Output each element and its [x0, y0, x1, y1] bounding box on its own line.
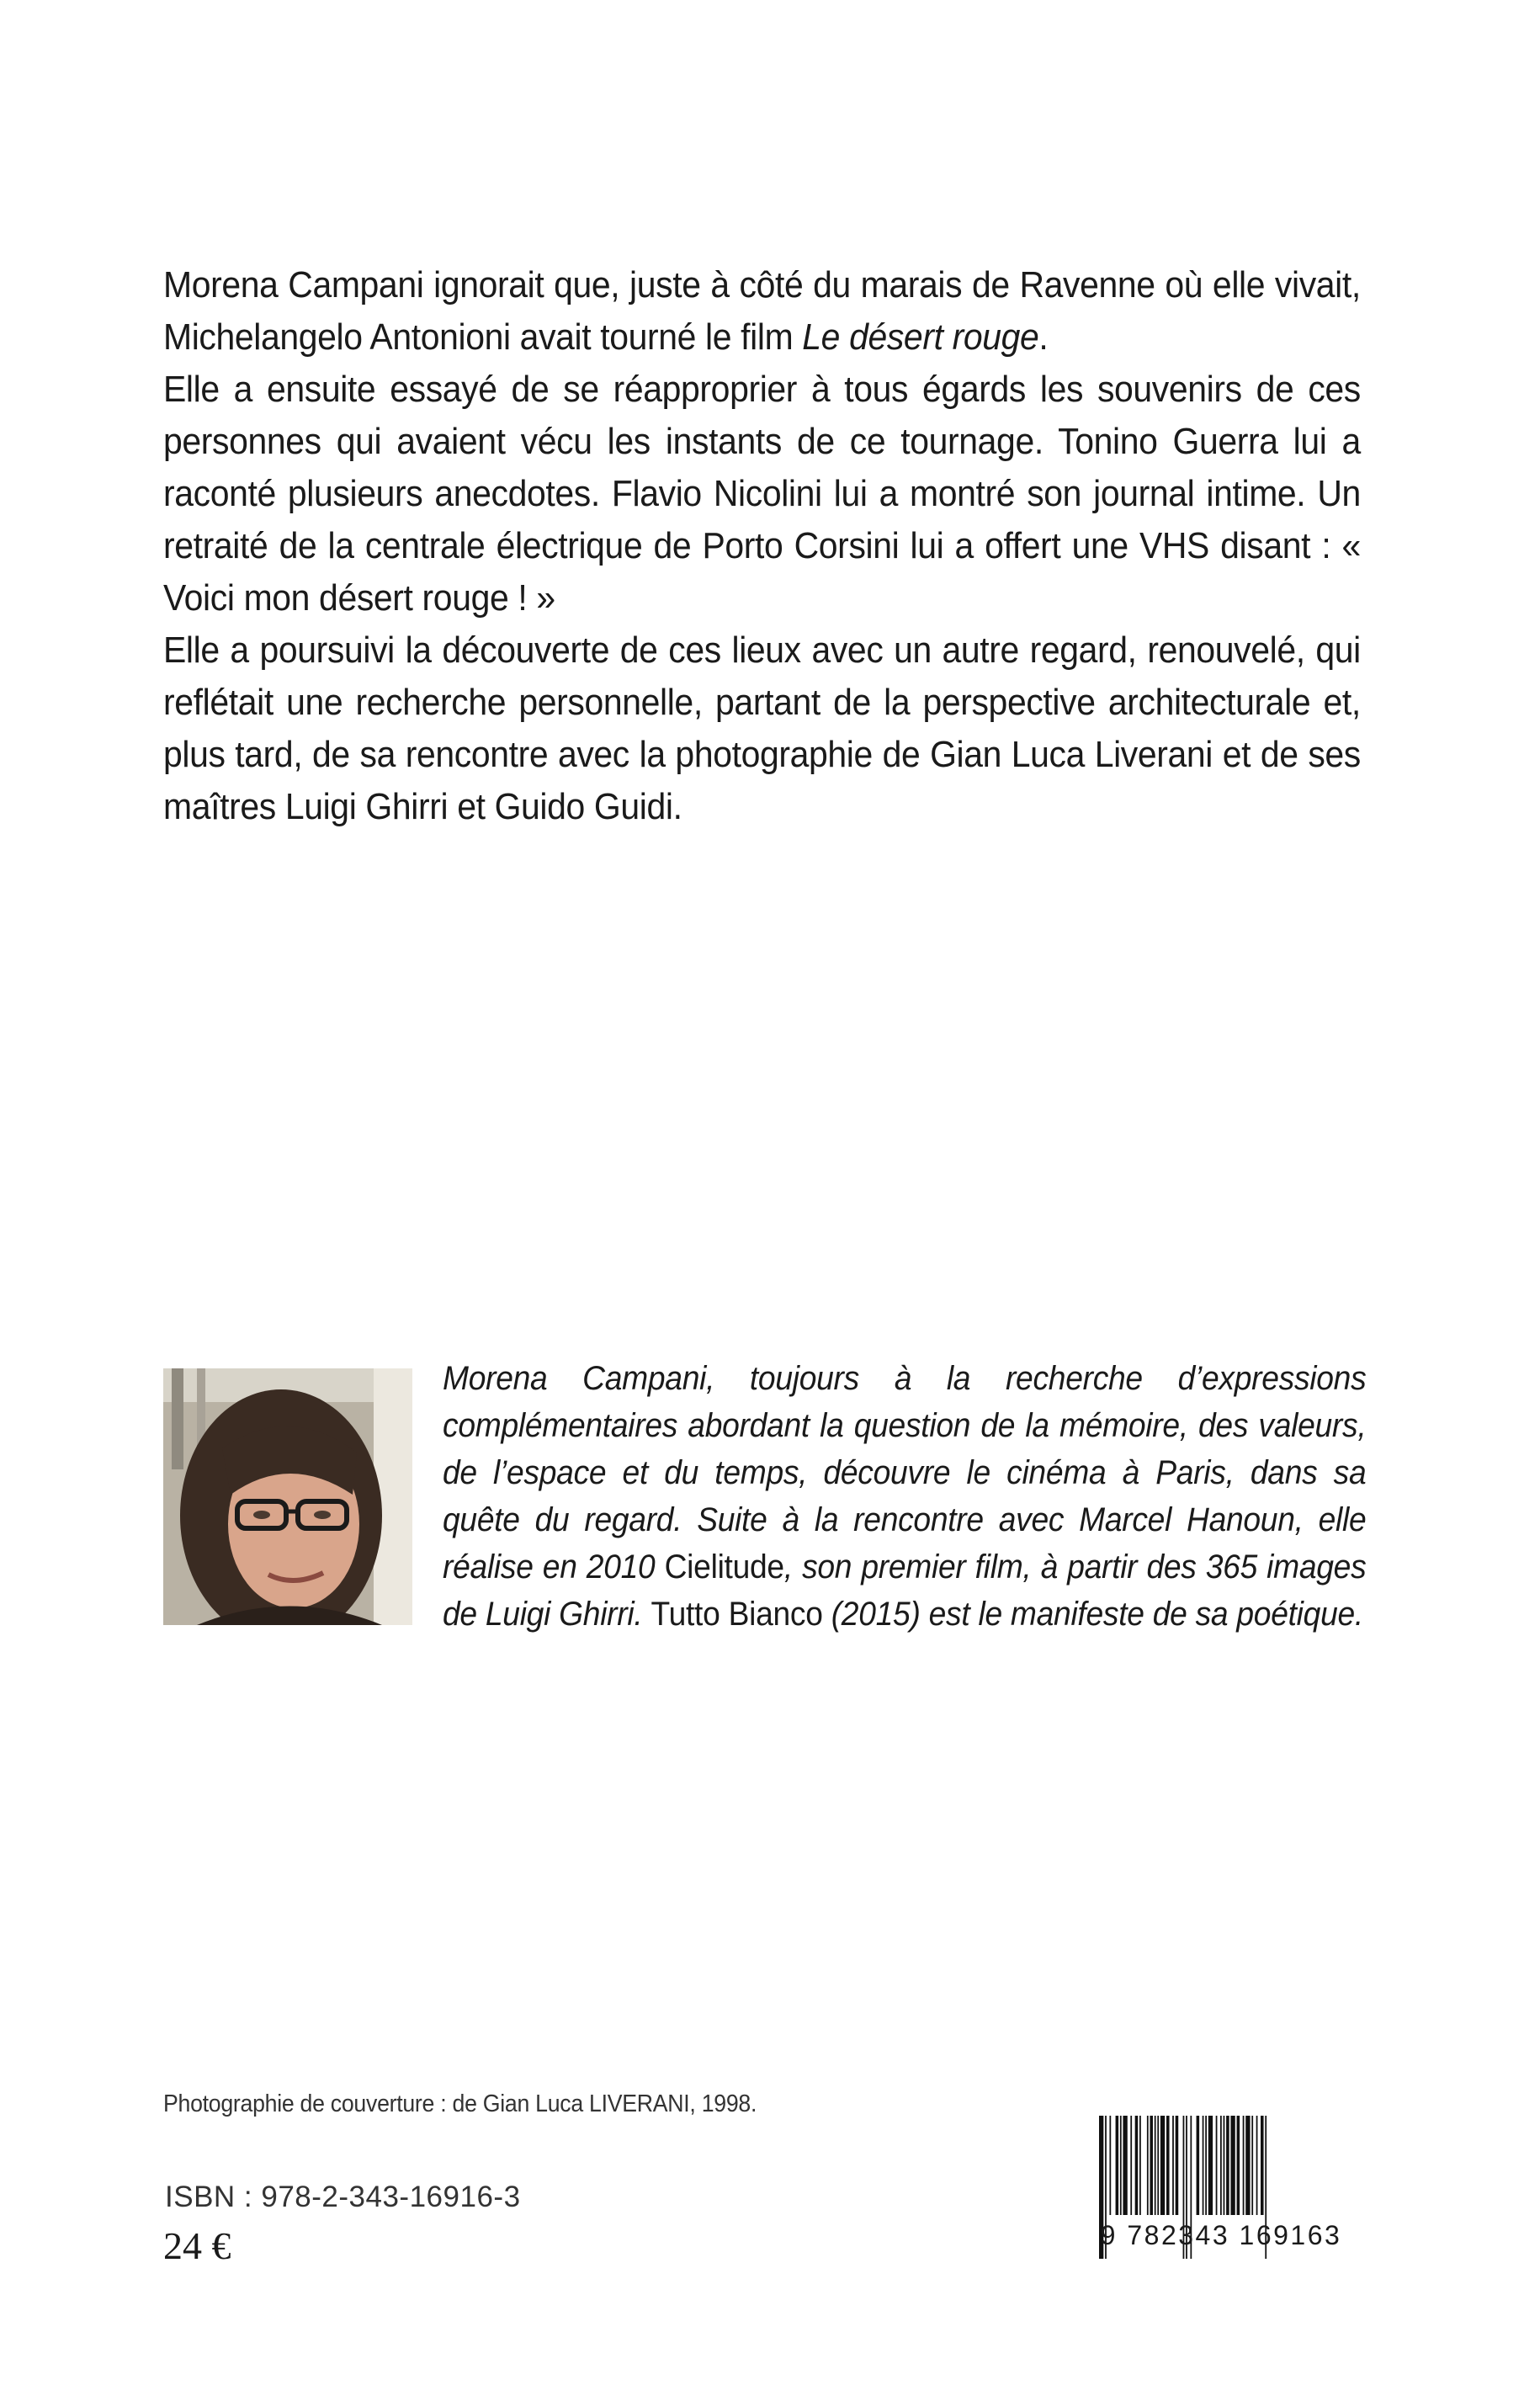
barcode-bar: [1157, 2116, 1159, 2215]
barcode-bar: [1203, 2116, 1204, 2215]
barcode-bar: [1224, 2116, 1225, 2215]
blurb-paragraph-1: Morena Campani ignorait que, juste à côté du marais de Ravenne où elle vivait, Michelangelo Antonioni avait tourné le film Le désert rouge.: [163, 264, 1361, 358]
barcode-bar: [1216, 2116, 1218, 2215]
barcode-bar: [1220, 2116, 1222, 2215]
barcode-bar: [1130, 2116, 1132, 2215]
barcode-bar: [1150, 2116, 1153, 2215]
barcode-bar: [1237, 2116, 1240, 2215]
barcode-bar: [1160, 2116, 1165, 2215]
barcode-bar: [1172, 2116, 1174, 2215]
blurb-paragraph-2: Elle a ensuite essayé de se réapproprier à tous égards les souvenirs de ces personnes qui avaient vécu les instants de ce tournage. Tonino Guerra lui a raconté plusieurs anecdotes. Flavio Nicolini lui a montré son journal intime. Un retraité de la centrale électrique de Porto Corsini lui a offert une VHS disant : « Voici mon désert rouge ! »: [163, 369, 1361, 619]
author-bio: Morena Campani, toujours à la recherche d’expressions complémentaires abordant la question de la mémoire, des valeurs, de l’espace et du temps, découvre le cinéma à Paris, dans sa quête du regard. Suite à la rencontre avec Marcel Hanoun, elle réalise en 2010 Cielitude, son premier film, à partir des 365 images de Luigi Ghirri. Tutto Bianco (2015) est le manifeste de sa poétique.: [443, 1360, 1367, 1633]
barcode-bar: [1251, 2116, 1253, 2215]
barcode-bar: [1135, 2116, 1139, 2215]
barcode-bar: [1176, 2116, 1179, 2215]
barcode-bar: [1155, 2116, 1156, 2215]
book-blurb: [163, 259, 1361, 833]
barcode-digits: 9 782343 169163: [1100, 2220, 1342, 2250]
barcode-bar: [1139, 2116, 1141, 2215]
isbn: ISBN : 978-2-343-16916-3: [165, 2180, 521, 2213]
blurb-paragraph-3: Elle a poursuivi la découverte de ces lieux avec un autre regard, renouvelé, qui reflétait une recherche personnelle, partant de la perspective architecturale et, plus tard, de sa rencontre avec la photographie de Gian Luca Liverani et de ses maîtres Luigi Ghirri et Guido Guidi.: [163, 629, 1361, 827]
author-photo: [163, 1368, 412, 1625]
film-tutto-bianco: Tutto Bianco: [651, 1596, 823, 1633]
barcode-bar: [1226, 2116, 1229, 2215]
cover-photo-credit: Photographie de couverture : de Gian Luca LIVERANI, 1998.: [163, 2090, 757, 2117]
barcode-bar: [1166, 2116, 1170, 2215]
barcode-bar: [1243, 2116, 1245, 2215]
barcode-bar: [1245, 2116, 1250, 2215]
barcode-bar: [1116, 2116, 1119, 2215]
barcode-bar: [1205, 2116, 1207, 2215]
barcode-bar: [1197, 2116, 1200, 2215]
barcode-bar: [1147, 2116, 1149, 2215]
price: 24 €: [163, 2224, 231, 2267]
film-title: Le désert rouge: [802, 316, 1039, 358]
barcode-bar: [1208, 2116, 1213, 2215]
film-cielitude: Cielitude: [664, 1548, 784, 1586]
barcode-bar: [1120, 2116, 1122, 2215]
barcode-bar: [1256, 2116, 1258, 2215]
barcode-bar: [1261, 2116, 1264, 2215]
barcode-bar: [1109, 2116, 1111, 2215]
barcode-bar: [1123, 2116, 1127, 2215]
barcode-bar: [1230, 2116, 1235, 2215]
